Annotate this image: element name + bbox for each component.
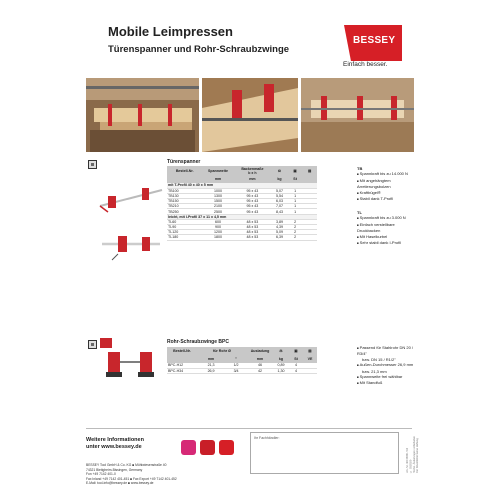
- table-cell: TB130: [167, 193, 202, 198]
- table-cell: TB210: [167, 204, 202, 209]
- section-title-bpc: Rohr-Schraubzwinge BPC: [167, 339, 229, 345]
- instagram-icon[interactable]: [181, 440, 196, 455]
- page-title: Mobile Leimpressen: [108, 24, 233, 39]
- list-item: ■ Spannweite frei wählbar: [357, 374, 419, 380]
- table-cell: 8,43: [271, 209, 288, 214]
- list-item: ■ Mit angehängtem Arretierungsbolzen: [357, 178, 417, 190]
- table-units-row: [167, 355, 317, 363]
- table-cell: 600: [202, 219, 233, 224]
- table-cell: 1: [288, 199, 303, 204]
- list-item: ■ Mit Haselkurbel: [357, 234, 417, 240]
- header-spannweite: Spannweite: [202, 166, 233, 175]
- unit-cell: kg: [273, 355, 289, 363]
- package-icon: ▣: [289, 347, 303, 355]
- table-cell: 5,54: [271, 193, 288, 198]
- table-cell: 1/2: [225, 363, 247, 368]
- table-cell: 2: [288, 225, 303, 230]
- table-cell: 1: [288, 209, 303, 214]
- pipe-clamps-on-pallet-photo: [301, 78, 414, 152]
- address-line: 74321 Bietigheim-Bissingen, Germany: [86, 467, 143, 472]
- list-item: ■ Stabil dank T-Profil: [357, 196, 417, 202]
- table-cell: 95 x 43: [234, 209, 272, 214]
- tl-properties-head: TL: [357, 210, 362, 215]
- header-fuer-rohr: für Rohr Ø: [197, 347, 247, 355]
- table-cell: 1: [288, 188, 303, 193]
- table-cell: TL120: [167, 230, 202, 235]
- group-label: leicht, mit I-Profil 37 x 11 x 4,5 mm: [167, 214, 317, 219]
- print-info-vertical: [406, 436, 420, 473]
- table-cell: 4: [289, 363, 303, 368]
- unit-cell: ": [225, 355, 247, 363]
- company-address: [86, 463, 177, 486]
- tb-properties-head: TB: [357, 166, 363, 171]
- table-cell: 95 x 43: [234, 188, 272, 193]
- print-info-line: Für Druckfehler keine Haftung: [416, 438, 420, 473]
- footer-divider: [86, 428, 412, 429]
- unit-cell: St: [289, 355, 303, 363]
- table-cell: 1300: [202, 193, 233, 198]
- table-cell: 26,9: [197, 368, 225, 373]
- table-cell: 2: [288, 230, 303, 235]
- table-cell: 5,07: [271, 188, 288, 193]
- bpc-properties: [357, 345, 419, 387]
- address-line: E-Mail: tool-info@bessey.de ■ www.bessey.de: [86, 481, 154, 486]
- table-cell: TL180: [167, 235, 202, 240]
- table-header-row: [167, 166, 317, 175]
- facebook-icon[interactable]: [200, 440, 215, 455]
- more-info: [86, 437, 144, 451]
- door-clamp-detail-photo: [202, 78, 298, 152]
- unit-cell: St: [288, 175, 303, 183]
- address-line: Fax Inland +49 7142 401-451 ■ Fax Export +49 7142 401-452: [86, 476, 177, 481]
- brand-slogan: Einfach besser.: [343, 61, 388, 68]
- pipe-clamp-badge-icon: [100, 338, 112, 348]
- table-cell: 4,39: [271, 225, 288, 230]
- table-cell: 2500: [202, 209, 233, 214]
- table-header-row: [167, 347, 317, 355]
- table-cell: TB250: [167, 209, 202, 214]
- table-cell: 48 x 53: [234, 230, 272, 235]
- table-cell: 95 x 43: [234, 193, 272, 198]
- table-cell: 1500: [202, 199, 233, 204]
- table-cell: [303, 368, 317, 373]
- unit-cell: mm: [197, 355, 225, 363]
- table-cell: [302, 235, 317, 240]
- group-label: mit T-Profil 40 x 40 x 5 mm: [167, 183, 317, 188]
- section-title-tuerenspanner: Türenspanner: [167, 159, 201, 165]
- table-cell: 1,30: [273, 368, 289, 373]
- list-item: ■ Spannkraft bis zu 14.000 N: [357, 171, 417, 177]
- door-clamp-tl-image: [98, 228, 164, 262]
- table-cell: 2: [288, 235, 303, 240]
- table-cell: 46: [247, 363, 273, 368]
- bpc-table: [167, 347, 317, 374]
- table-cell: 1000: [202, 188, 233, 193]
- unit-cell: [302, 175, 317, 183]
- table-cell: 3,89: [271, 219, 288, 224]
- carton-icon: ▤: [302, 166, 317, 175]
- table-cell: 95 x 43: [234, 204, 272, 209]
- list-item: ■ Einfach verstellbare Druckbacken: [357, 222, 417, 234]
- address-line: Fon +49 7142 401-0: [86, 472, 116, 477]
- table-cell: 5,09: [271, 230, 288, 235]
- table-cell: 21,3: [197, 363, 225, 368]
- list-item: ■ Sehr stabil dank I-Profil: [357, 240, 417, 246]
- section-icon-door-clamp: [88, 160, 97, 169]
- table-cell: TB150: [167, 199, 202, 204]
- table-cell: 7,07: [271, 204, 288, 209]
- list-item: ■ Passend für Stahlrohr DN 20 / R3/4": [357, 345, 419, 357]
- workshop-door-clamps-photo: [86, 78, 199, 152]
- weight-icon: ⚖: [271, 166, 288, 175]
- more-info-line1: Weitere Informationen: [86, 437, 144, 443]
- table-cell: 1: [288, 193, 303, 198]
- table-cell: 1200: [202, 230, 233, 235]
- table-cell: 900: [202, 225, 233, 230]
- table-cell: 1800: [202, 235, 233, 240]
- tl-properties: [357, 210, 417, 246]
- list-item: ■ Spannkraft bis zu 3.000 N: [357, 215, 417, 221]
- header-backenmasse: Backenmaße b x h: [234, 166, 272, 175]
- header-bestell-nr: Bestell-Nr.: [167, 166, 202, 175]
- table-cell: TL90: [167, 225, 202, 230]
- youtube-icon[interactable]: [219, 440, 234, 455]
- table-cell: 42: [247, 368, 273, 373]
- page-subtitle: Türenspanner und Rohr-Schraubzwinge: [108, 44, 290, 55]
- table-cell: 48 x 53: [234, 235, 272, 240]
- list-item-continuation: bzw. DN 15 / R1/2": [362, 356, 396, 362]
- table-cell: 1: [288, 204, 303, 209]
- table-cell: BPC-H12: [167, 363, 197, 368]
- print-info-line: Art.-Nr. 400 8080 / 04: [406, 447, 409, 473]
- table-cell: 2: [288, 219, 303, 224]
- table-cell: 2100: [202, 204, 233, 209]
- dealer-label: Ihr Fachhändler:: [254, 436, 280, 440]
- list-item: ■ Mit Standfuß: [357, 380, 419, 386]
- list-item: ■ Außen-Durchmesser 26,9 mm: [357, 362, 419, 368]
- brand-name: BESSEY: [353, 35, 396, 46]
- tb-properties: [357, 166, 417, 202]
- table-cell: 6,39: [271, 235, 288, 240]
- unit-cell: [167, 355, 197, 363]
- print-info-line: © 03/2020: [409, 459, 413, 473]
- unit-cell: mm: [247, 355, 273, 363]
- door-clamp-tb-image: [98, 178, 164, 218]
- pipe-clamp-image: [100, 348, 162, 382]
- carton-icon: ▤: [303, 347, 317, 355]
- unit-cell: [167, 175, 202, 183]
- table-cell: 6,03: [271, 199, 288, 204]
- header-bestell-nr: Bestell-Nr.: [167, 347, 197, 355]
- unit-cell: VE: [303, 355, 317, 363]
- section-icon-pipe-clamp: [88, 340, 97, 349]
- list-item: ■ Kraftbügel®: [357, 190, 417, 196]
- table-cell: BPC-H34: [167, 368, 197, 373]
- more-info-line2[interactable]: unter www.bessey.de: [86, 444, 142, 450]
- table-cell: 3/4: [225, 368, 247, 373]
- table-cell: TL60: [167, 219, 202, 224]
- unit-cell: kg: [271, 175, 288, 183]
- table-cell: 4: [289, 368, 303, 373]
- table-row: [167, 235, 317, 240]
- table-cell: 0,89: [273, 363, 289, 368]
- print-info-line: Techn. Änderungen vorbehalten: [412, 436, 416, 473]
- table-cell: 95 x 43: [234, 199, 272, 204]
- tuerenspanner-table: [167, 166, 317, 241]
- unit-cell: mm: [234, 175, 272, 183]
- weight-icon: ⚖: [273, 347, 289, 355]
- table-cell: 48 x 53: [234, 219, 272, 224]
- table-units-row: [167, 175, 317, 183]
- address-line: BESSEY Tool GmbH & Co. KG ■ Mühlwiesenstraße 40: [86, 463, 167, 467]
- table-row: [167, 368, 317, 373]
- unit-cell: mm: [202, 175, 233, 183]
- table-cell: TB100: [167, 188, 202, 193]
- table-cell: 48 x 53: [234, 225, 272, 230]
- list-item-continuation: bzw. 21,3 mm: [362, 368, 387, 374]
- package-icon: ▣: [288, 166, 303, 175]
- header-ausladung: Ausladung: [247, 347, 273, 355]
